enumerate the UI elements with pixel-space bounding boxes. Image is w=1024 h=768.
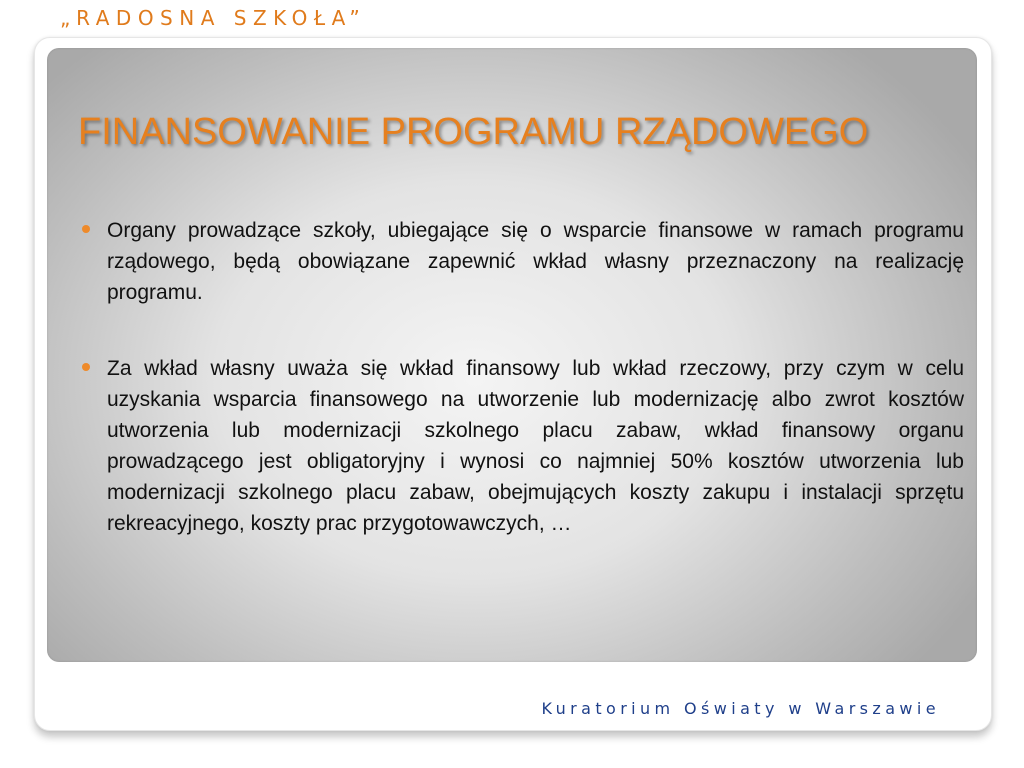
bullet-dot-icon — [82, 363, 90, 371]
bullet-text: Organy prowadzące szkoły, ubiegające się o wsparcie finansowe w ramach programu rządowego, będą obowiązane zapewnić wkład własny przeznaczony na realizację programu. — [107, 219, 964, 304]
bullet-list — [80, 215, 964, 584]
header-title: „RADOSNA SZKOŁA” — [60, 6, 367, 30]
bullet-item — [80, 353, 964, 539]
bullet-item — [80, 215, 964, 308]
slide-heading: FINANSOWANIE PROGRAMU RZĄDOWEGO — [78, 111, 869, 153]
footer-organization: Kuratorium Oświaty w Warszawie — [541, 699, 940, 718]
bullet-dot-icon — [82, 225, 90, 233]
bullet-text: Za wkład własny uważa się wkład finansowy lub wkład rzeczowy, przy czym w celu uzyskania wsparcia finansowego na utworzenie lub modernizację albo zwrot kosztów utworzenia lub modernizacji szkolnego placu zabaw, wkład finansowy organu prowadzącego jest obligatoryjny i wynosi co najmniej 50% kosztów utworzenia lub modernizacji szkolnego placu zabaw, obejmujących koszty zakupu i instalacji sprzętu rekreacyjnego, koszty prac przygotowawczych, … — [107, 357, 964, 535]
